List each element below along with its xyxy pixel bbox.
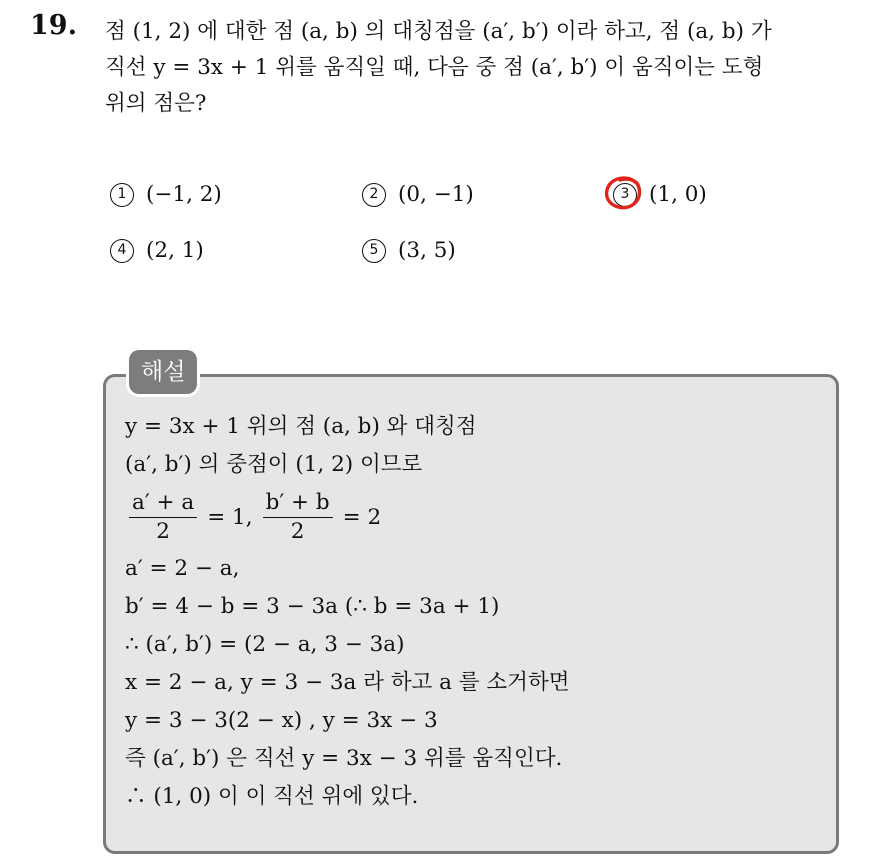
solution-label: 해설	[129, 350, 197, 394]
answer-circle-mark	[604, 176, 644, 212]
choice-5-mark: 5	[362, 239, 386, 263]
choice-2-mark: 2	[362, 183, 386, 207]
fraction-a-rhs: = 1,	[207, 504, 253, 530]
fraction-a	[129, 489, 197, 546]
solution-line-2: (a′, b′) 의 중점이 (1, 2) 이므로	[125, 452, 423, 477]
question-text	[105, 14, 865, 122]
choice-5[interactable]	[362, 238, 456, 263]
fraction-b-numerator: b′ + b	[263, 489, 333, 518]
solution-line-9: ∴ (1, 0) 이 이 직선 위에 있다.	[125, 784, 419, 809]
fraction-b	[263, 489, 333, 546]
choice-1-mark: 1	[110, 183, 134, 207]
fraction-b-denominator: 2	[290, 518, 305, 544]
question-line-3: 위의 점은?	[105, 91, 207, 116]
choice-4-mark: 4	[110, 239, 134, 263]
solution-line-5: ∴ (a′, b′) = (2 − a, 3 − 3a)	[125, 632, 405, 657]
solution-line-7: y = 3 − 3(2 − x) , y = 3x − 3	[125, 708, 438, 733]
question-line-1: 점 (1, 2) 에 대한 점 (a, b) 의 대칭점을 (a′, b′) 이라 하고, 점 (a, b) 가	[105, 19, 772, 44]
solution-body	[125, 408, 825, 816]
choice-3-mark: 3	[613, 183, 637, 207]
choice-3-text: (1, 0)	[649, 182, 707, 207]
solution-line-6: x = 2 − a, y = 3 − 3a 라 하고 a 를 소거하면	[125, 670, 570, 695]
fraction-a-numerator: a′ + a	[129, 489, 197, 518]
choice-1[interactable]	[110, 182, 222, 207]
fraction-a-denominator: 2	[156, 518, 170, 544]
solution-line-4: b′ = 4 − b = 3 − 3a (∴ b = 3a + 1)	[125, 594, 500, 619]
fraction-b-rhs: = 2	[342, 504, 382, 530]
choice-2[interactable]	[362, 182, 474, 207]
choice-2-text: (0, −1)	[398, 182, 474, 207]
choice-4-text: (2, 1)	[146, 238, 204, 263]
question-number: 19.	[30, 10, 77, 41]
choice-1-text: (−1, 2)	[146, 182, 222, 207]
solution-line-3: a′ = 2 − a,	[125, 556, 240, 581]
question-line-2: 직선 y = 3x + 1 위를 움직일 때, 다음 중 점 (a′, b′) 이 움직이는 도형	[105, 55, 764, 80]
choice-5-text: (3, 5)	[398, 238, 456, 263]
solution-fraction-line	[125, 484, 825, 550]
choice-4[interactable]	[110, 238, 204, 263]
solution-line-1: y = 3x + 1 위의 점 (a, b) 와 대칭점	[125, 414, 477, 439]
solution-line-8: 즉 (a′, b′) 은 직선 y = 3x − 3 위를 움직인다.	[125, 746, 563, 771]
